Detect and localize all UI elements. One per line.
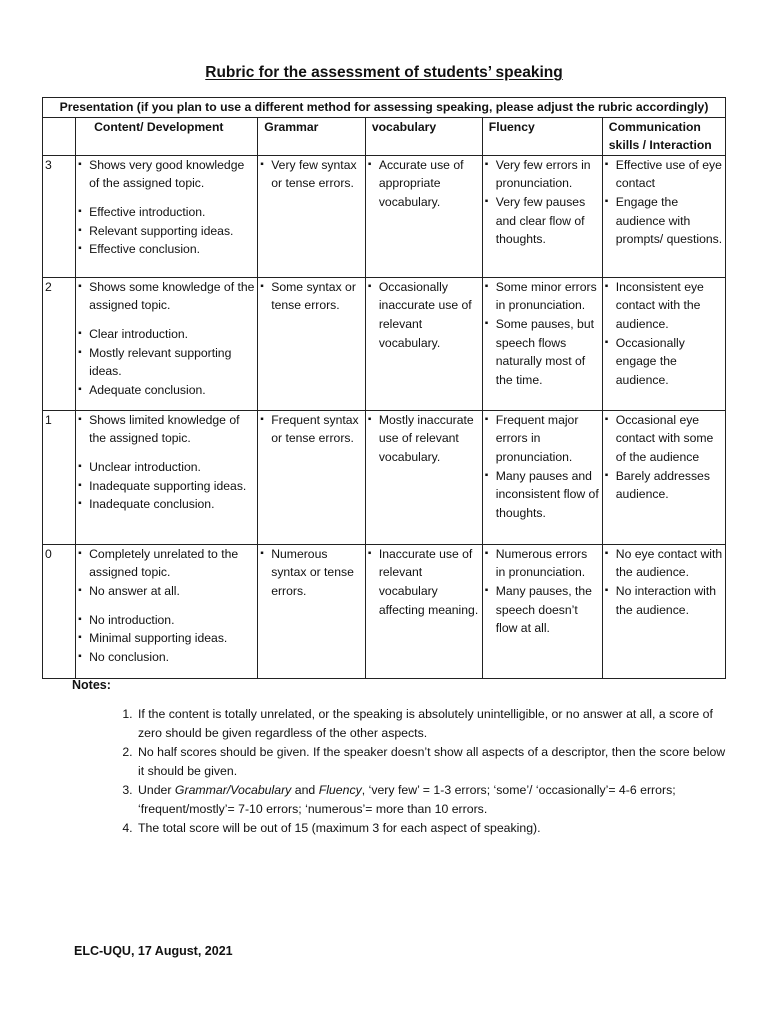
list-item: ▪ Completely unrelated to the assigned topic. <box>78 545 255 582</box>
communication-cell <box>602 277 725 410</box>
grammar-cell <box>258 544 366 678</box>
communication-cell <box>602 410 725 544</box>
note-item <box>136 781 726 819</box>
list-item: ▪ Inadequate conclusion. <box>78 495 255 514</box>
list-item: ▪ Effective use of eye contact <box>605 156 723 193</box>
list-item: ▪ Minimal supporting ideas. <box>78 629 255 648</box>
list-item: ▪ Numerous errors in pronunciation. <box>485 545 600 582</box>
list-item: ▪ Unclear introduction. <box>78 458 255 477</box>
list-item: ▪ No eye contact with the audience. <box>605 545 723 582</box>
notes-list <box>112 705 726 838</box>
list-item: ▪ Occasionally engage the audience. <box>605 334 723 390</box>
table-row <box>43 155 726 277</box>
rubric-table <box>42 97 726 679</box>
list-item: ▪ Clear introduction. <box>78 325 255 344</box>
list-item: ▪ Numerous syntax or tense errors. <box>260 545 363 601</box>
note-text: and <box>291 783 319 797</box>
presentation-note: Presentation (if you plan to use a different method for assessing speaking, please adjust the rubric accordingly) <box>43 98 726 118</box>
list-item: ▪ No answer at all. <box>78 582 255 601</box>
vocabulary-cell <box>365 155 482 277</box>
list-item: ▪ Effective conclusion. <box>78 240 255 259</box>
list-item: ▪ Accurate use of appropriate vocabulary. <box>368 156 480 212</box>
content-cell <box>76 544 258 678</box>
header-score <box>43 117 76 155</box>
list-item: ▪ Mostly inaccurate use of relevant vocabulary. <box>368 411 480 467</box>
grammar-cell <box>258 410 366 544</box>
list-item: ▪ Some minor errors in pronunciation. <box>485 278 600 315</box>
fluency-cell <box>482 277 602 410</box>
list-item: ▪ Shows limited knowledge of the assigned topic. <box>78 411 255 448</box>
list-item: ▪ Relevant supporting ideas. <box>78 222 255 241</box>
list-item: ▪ Very few syntax or tense errors. <box>260 156 363 193</box>
fluency-cell <box>482 410 602 544</box>
table-row <box>43 544 726 678</box>
list-item: ▪ Mostly relevant supporting ideas. <box>78 344 255 381</box>
content-cell <box>76 155 258 277</box>
list-item: ▪ No introduction. <box>78 611 255 630</box>
header-communication: Communication skills / Interaction <box>602 117 725 155</box>
fluency-cell <box>482 544 602 678</box>
list-item: ▪ Many pauses and inconsistent flow of thoughts. <box>485 467 600 523</box>
document-title: Rubric for the assessment of students’ speaking <box>205 64 563 81</box>
table-row <box>43 277 726 410</box>
header-content: Content/ Development <box>76 117 258 155</box>
score-cell: 2 <box>43 277 76 410</box>
vocabulary-cell <box>365 410 482 544</box>
list-item: ▪ Many pauses, the speech doesn’t flow at all. <box>485 582 600 638</box>
note-item: 1. If the content is totally unrelated, or the speaking is absolutely unintelligible, or no answer at all, a score of zero should be given regardless of the other aspects. <box>136 705 726 743</box>
note-item: 4. The total score will be out of 15 (maximum 3 for each aspect of speaking). <box>136 819 726 838</box>
footer-text: ELC-UQU, 17 August, 2021 <box>74 944 233 958</box>
score-cell: 1 <box>43 410 76 544</box>
note-item: 2. No half scores should be given. If the speaker doesn’t show all aspects of a descriptor, then the score below it should be given. <box>136 743 726 781</box>
content-cell <box>76 277 258 410</box>
list-item: ▪ Frequent syntax or tense errors. <box>260 411 363 448</box>
score-cell: 0 <box>43 544 76 678</box>
list-item: ▪ Shows very good knowledge of the assigned topic. <box>78 156 255 193</box>
note-text: , ‘very few’ = 1-3 errors; ‘some’/ ‘occasionally’= 4-6 errors; ‘frequent/mostly’= 7-10 errors; ‘numerous’= more than 10 errors. <box>138 783 676 816</box>
table-row <box>43 410 726 544</box>
list-item: ▪ Inadequate supporting ideas. <box>78 477 255 496</box>
list-item: ▪ Frequent major errors in pronunciation. <box>485 411 600 467</box>
presentation-row <box>43 98 726 118</box>
list-item: ▪ Inconsistent eye contact with the audience. <box>605 278 723 334</box>
note-term: Fluency <box>318 783 362 797</box>
list-item: ▪ Inaccurate use of relevant vocabulary affecting meaning. <box>368 545 480 619</box>
header-fluency: Fluency <box>482 117 602 155</box>
vocabulary-cell <box>365 544 482 678</box>
list-item: ▪ Shows some knowledge of the assigned topic. <box>78 278 255 315</box>
score-cell: 3 <box>43 155 76 277</box>
list-item: ▪ No interaction with the audience. <box>605 582 723 619</box>
list-item: ▪ Some syntax or tense errors. <box>260 278 363 315</box>
note-term: Grammar/Vocabulary <box>174 783 292 797</box>
list-item: ▪ No conclusion. <box>78 648 255 667</box>
list-item: ▪ Occasionally inaccurate use of relevant vocabulary. <box>368 278 480 352</box>
list-item: ▪ Very few errors in pronunciation. <box>485 156 600 193</box>
list-item: ▪ Barely addresses audience. <box>605 467 723 504</box>
content-cell <box>76 410 258 544</box>
list-item: ▪ Adequate conclusion. <box>78 381 255 400</box>
notes-label: Notes: <box>72 678 111 692</box>
header-vocabulary: vocabulary <box>365 117 482 155</box>
list-item: ▪ Very few pauses and clear flow of thoughts. <box>485 193 600 249</box>
fluency-cell <box>482 155 602 277</box>
vocabulary-cell <box>365 277 482 410</box>
list-item: ▪ Effective introduction. <box>78 203 255 222</box>
communication-cell <box>602 155 725 277</box>
list-item: ▪ Some pauses, but speech flows naturally most of the time. <box>485 315 600 389</box>
note-text: Under <box>138 783 175 797</box>
header-row <box>43 117 726 155</box>
communication-cell <box>602 544 725 678</box>
list-item: ▪ Occasional eye contact with some of the audience <box>605 411 723 467</box>
grammar-cell <box>258 155 366 277</box>
list-item: ▪ Engage the audience with prompts/ questions. <box>605 193 723 249</box>
header-grammar: Grammar <box>258 117 366 155</box>
grammar-cell <box>258 277 366 410</box>
